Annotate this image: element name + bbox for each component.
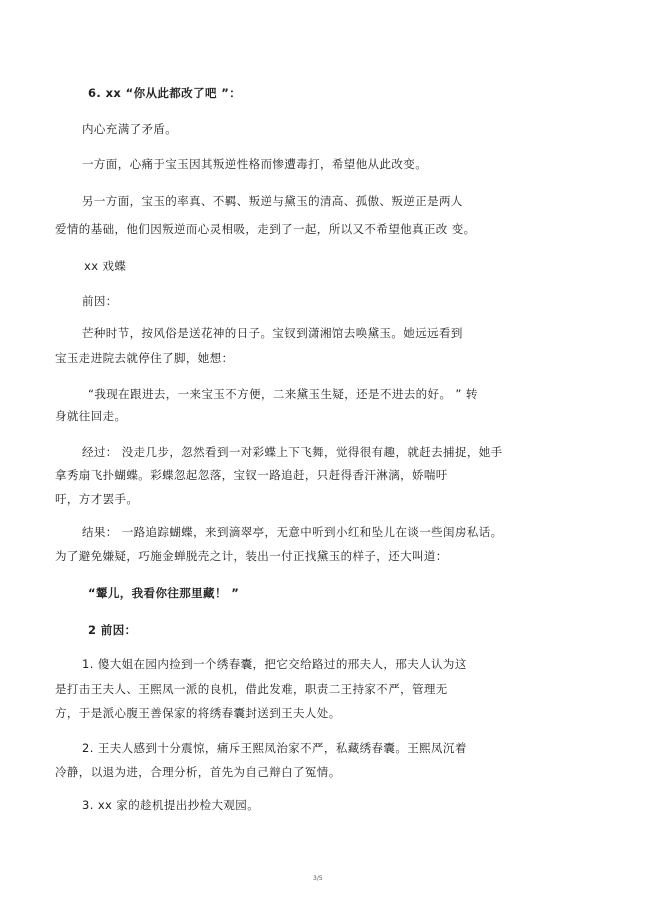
list-item-1-cont: 方，于是派心腹王善保家的将绣春囊封送到王夫人处。 (55, 706, 341, 720)
paragraph-line: 另一方面，宝玉的率真、不羁、叛逆与黛玉的清高、孤傲、叛逆正是两人 (82, 194, 463, 208)
paragraph-line: 结果： 一路追踪蝴蝶，来到滴翠亭，无意中听到小红和坠儿在谈一些闺房私话。 (82, 525, 503, 539)
section-heading: xx 戏蝶 (84, 259, 127, 273)
paragraph-line: 爱情的基础，他们因叛逆而心灵相吸，走到了一起，所以又不希望他真正改 变。 (55, 222, 476, 236)
paragraph-line: 芒种时节，按风俗是送花神的日子。宝钗到潇湘馆去唤黛玉。她远远看到 (82, 326, 463, 340)
list-item-2-cont: 冷静，以退为进，合理分析，首先为自己辩白了冤情。 (55, 765, 341, 779)
section-heading: 2 前因： (88, 623, 137, 637)
paragraph-line: 身就往回走。 (55, 409, 127, 423)
list-item-1: 1. 傻大姐在园内捡到一个绣春囊，把它交给路过的邢夫人，邢夫人认为这 (82, 657, 467, 671)
paragraph-line: 拿秀扇飞扑蝴蝶。彩蝶忽起忽落，宝钗一路追赶，只赶得香汗淋漓，娇喘吁 (55, 468, 448, 482)
paragraph-line: 为了避免嫌疑，巧施金蝉脱壳之计，装出一付正找黛玉的样子，还大叫道： (55, 549, 448, 563)
paragraph-line: 宝玉走进院去就停住了脚，她想： (55, 351, 234, 365)
list-item-3: 3. xx 家的趁机提出抄检大观园。 (82, 798, 260, 812)
paragraph-label: 前因： (82, 294, 118, 308)
paragraph-line: 经过： 没走几步，忽然看到一对彩蝶上下飞舞，觉得很有趣，就赶去捕捉，她手 (82, 445, 503, 459)
paragraph-line: “我现在跟进去，一来宝玉不方便，二来黛玉生疑，还是不进去的好。 ” 转 (88, 387, 478, 401)
paragraph-line: 内心充满了矛盾。 (82, 122, 178, 136)
paragraph-line: 吁，方才罢手。 (55, 492, 139, 506)
quote-line: “颦儿，我看你往那里藏！ ” (88, 586, 240, 600)
page-number: 3/5 (313, 875, 323, 882)
list-item-1-cont: 是打击王夫人、王熙凤一派的良机，借此发难，职责二王持家不严，管理无 (55, 682, 448, 696)
list-item-2: 2. 王夫人感到十分震惊，痛斥王熙凤治家不严，私藏绣春囊。王熙凤沉着 (82, 741, 467, 755)
heading-6: 6. xx “你从此都改了吧 ”： (88, 86, 242, 100)
paragraph-line: 一方面，心痛于宝玉因其叛逆性格而惨遭毒打，希望他从此改变。 (82, 157, 428, 171)
